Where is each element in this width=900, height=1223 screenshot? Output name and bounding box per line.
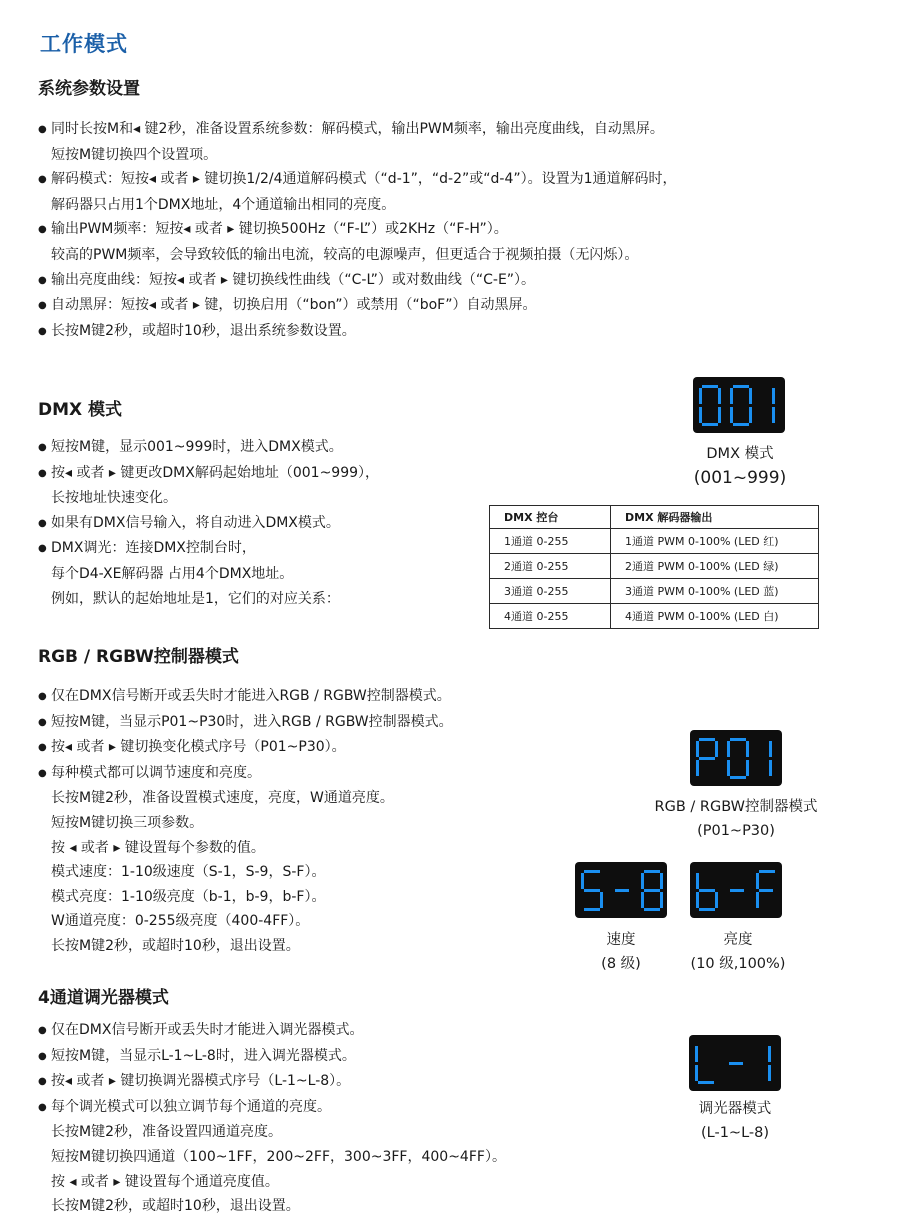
dimmer-list	[38, 1018, 506, 1219]
list-item: ● 按◂ 或者 ▸ 键更改DMX解码起始地址（001~999），	[38, 461, 379, 487]
table-cell: 3通道 0-255	[490, 579, 611, 604]
list-item: ● 仅在DMX信号断开或丢失时才能进入调光器模式。	[38, 1018, 506, 1044]
table-row	[490, 579, 819, 604]
segment-digits	[696, 870, 775, 911]
list-item: ● 长按M键2秒，或超时10秒，退出系统参数设置。	[38, 319, 677, 345]
list-item: ● 短按M键，当显示L-1~L-8时，进入调光器模式。	[38, 1044, 506, 1070]
list-item: 例如，默认的起始地址是1，它们的对应关系：	[51, 590, 340, 607]
segment-digits	[699, 385, 775, 426]
segment-digits	[695, 1046, 771, 1084]
list-item: ● 自动黑屏：短按◂ 或者 ▸ 键，切换启用（“bon”）或禁用（“boF”）自动黑屏。	[38, 293, 677, 319]
segment-digits	[581, 870, 663, 911]
lcd-display-speed	[575, 862, 667, 918]
table-cell: 1通道 PWM 0-100% (LED 红)	[611, 529, 819, 554]
lcd-caption-rgb-mode: RGB / RGBW控制器模式 (P01~P30)	[654, 799, 818, 839]
list-item: ● DMX调光：连接DMX控制台时，	[38, 536, 379, 562]
list-item: 长按地址快速变化。	[51, 490, 177, 507]
lcd-caption-speed: 速度 (8 级)	[601, 932, 641, 972]
page-title: 工作模式	[40, 32, 128, 56]
list-item: 每个D4-XE解码器 占用4个DMX地址。	[51, 565, 294, 582]
system-heading: 系统参数设置	[38, 79, 140, 99]
lcd-caption-dmx: DMX 模式 (001~999)	[693, 446, 787, 488]
list-item: 短按M键切换四个设置项。	[51, 146, 218, 163]
list-item: 长按M键2秒，或超时10秒，退出设置。	[51, 937, 300, 954]
list-item: 按 ◂ 或者 ▸ 键设置每个通道亮度值。	[51, 1173, 279, 1190]
list-item: 短按M键切换三项参数。	[51, 814, 204, 831]
list-item: ● 输出PWM频率：短按◂ 或者 ▸ 键切换500Hz（“F-L”）或2KHz（“F-H”）。	[38, 217, 677, 243]
dmx-heading: DMX 模式	[38, 400, 123, 420]
table-row	[490, 529, 819, 554]
list-item: 解码器只占用1个DMX地址，4个通道输出相同的亮度。	[51, 196, 396, 213]
lcd-caption-brightness: 亮度 (10 级,100%)	[690, 932, 786, 972]
table-cell: 2通道 PWM 0-100% (LED 绿)	[611, 554, 819, 579]
list-item: ● 短按M键，显示001~999时，进入DMX模式。	[38, 435, 379, 461]
table-header: DMX 解码器输出	[611, 506, 819, 529]
dimmer-heading: 4通道调光器模式	[38, 988, 169, 1008]
segment-digits	[696, 738, 772, 779]
table-row	[490, 554, 819, 579]
list-item: ● 按◂ 或者 ▸ 键切换变化模式序号（P01~P30）。	[38, 735, 453, 761]
dmx-mapping-table	[489, 505, 819, 629]
list-item: ● 每个调光模式可以独立调节每个通道的亮度。	[38, 1095, 506, 1121]
list-item: ● 如果有DMX信号输入，将自动进入DMX模式。	[38, 511, 379, 537]
table-row	[490, 604, 819, 629]
list-item: 长按M键2秒，或超时10秒，退出设置。	[51, 1198, 300, 1215]
list-item: 模式亮度：1-10级亮度（b-1，b-9，b-F）。	[51, 888, 326, 905]
table-cell: 4通道 PWM 0-100% (LED 白)	[611, 604, 819, 629]
list-item: 短按M键切换四通道（100~1FF，200~2FF，300~3FF，400~4FF）。	[51, 1148, 506, 1165]
list-item: ● 同时长按M和◂ 键2秒，准备设置系统参数：解码模式，输出PWM频率，输出亮度曲线，自动黑屏。	[38, 117, 677, 143]
list-item: ● 按◂ 或者 ▸ 键切换调光器模式序号（L-1~L-8）。	[38, 1069, 506, 1095]
list-item: ● 输出亮度曲线：短按◂ 或者 ▸ 键切换线性曲线（“C-L”）或对数曲线（“C-E”）。	[38, 268, 677, 294]
list-item: ● 短按M键，当显示P01~P30时，进入RGB / RGBW控制器模式。	[38, 710, 453, 736]
dmx-list	[38, 435, 379, 611]
table-cell: 3通道 PWM 0-100% (LED 蓝)	[611, 579, 819, 604]
lcd-display-rgb-mode	[690, 730, 782, 786]
list-item: ● 每种模式都可以调节速度和亮度。	[38, 761, 453, 787]
list-item: 按 ◂ 或者 ▸ 键设置每个参数的值。	[51, 839, 265, 856]
list-item: 模式速度：1-10级速度（S-1，S-9，S-F）。	[51, 864, 326, 881]
rgb-heading: RGB / RGBW控制器模式	[38, 647, 239, 667]
list-item: 长按M键2秒，准备设置四通道亮度。	[51, 1124, 282, 1141]
table-cell: 4通道 0-255	[490, 604, 611, 629]
list-item: ● 仅在DMX信号断开或丢失时才能进入RGB / RGBW控制器模式。	[38, 684, 453, 710]
list-item: 长按M键2秒，准备设置模式速度，亮度，W通道亮度。	[51, 790, 394, 807]
table-cell: 1通道 0-255	[490, 529, 611, 554]
lcd-caption-dimmer: 调光器模式 (L-1~L-8)	[698, 1101, 772, 1141]
list-item: ● 解码模式：短按◂ 或者 ▸ 键切换1/2/4通道解码模式（“d-1”，“d-2”或“d-4”）。设置为1通道解码时，	[38, 167, 677, 193]
system-list	[38, 117, 677, 344]
rgb-list	[38, 684, 453, 959]
lcd-display-brightness	[690, 862, 782, 918]
lcd-display-dmx	[693, 377, 785, 433]
table-header: DMX 控台	[490, 506, 611, 529]
table-cell: 2通道 0-255	[490, 554, 611, 579]
list-item: W通道亮度：0-255级亮度（400-4FF）。	[51, 913, 310, 930]
lcd-display-dimmer	[689, 1035, 781, 1091]
list-item: 较高的PWM频率，会导致较低的输出电流，较高的电源噪声，但更适合于视频拍摄（无闪烁）。	[51, 246, 639, 263]
table-header-row	[490, 506, 819, 529]
